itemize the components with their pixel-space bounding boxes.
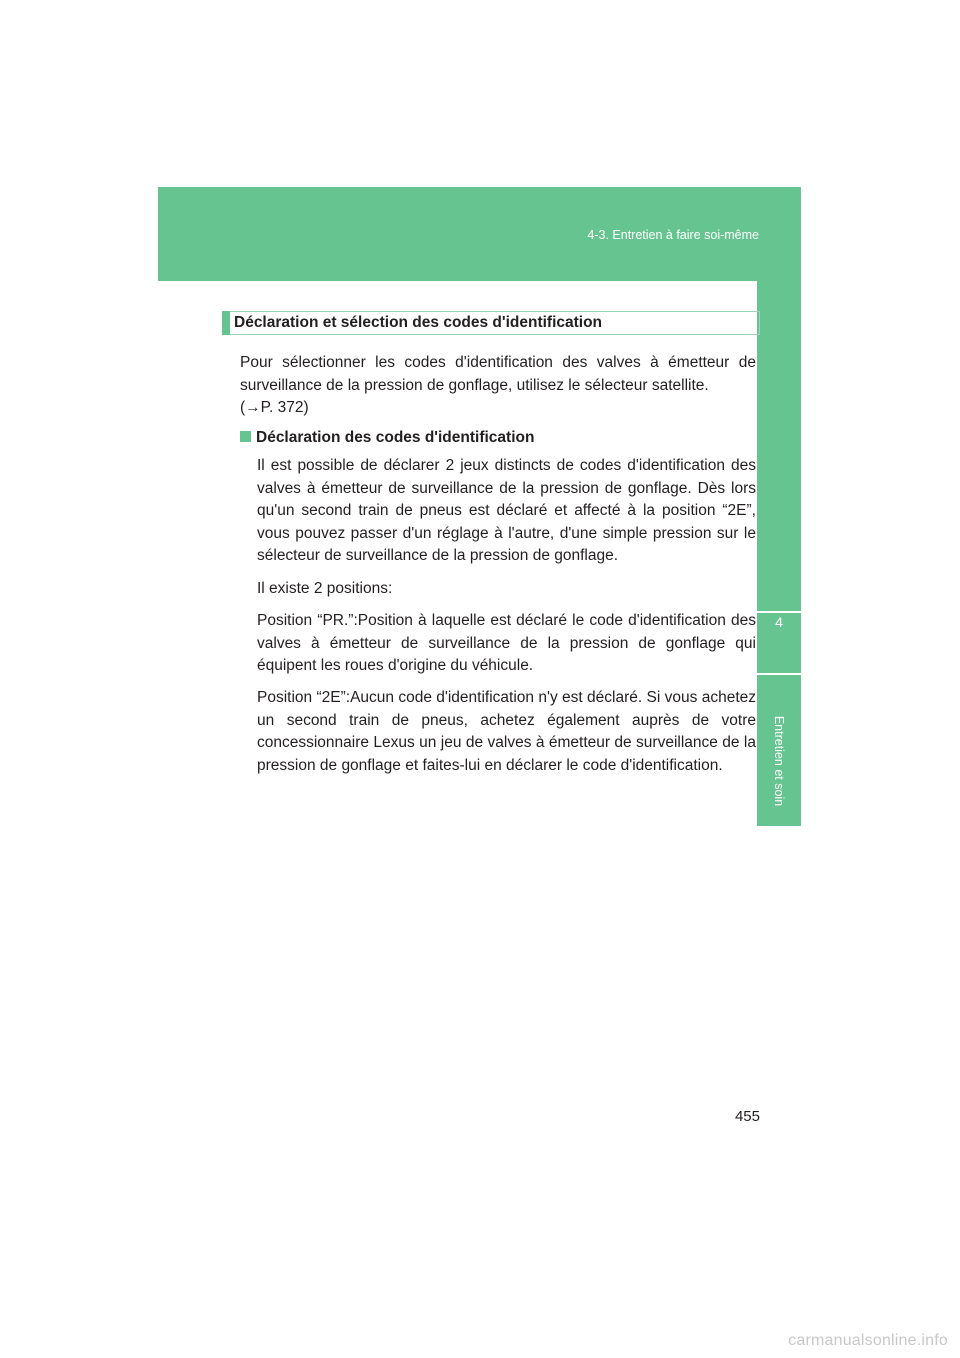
- section-title: Déclaration et sélection des codes d'identification: [234, 314, 603, 331]
- section-intro-paragraph: Pour sélectionner les codes d'identification des valves à émetteur de surveillance de la pression de gonflage, utilisez le sélecteur satellite.: [240, 354, 756, 394]
- body-paragraph: Position “PR.”:Position à laquelle est déclaré le code d'identification des valves à émetteur de surveillance de la pression de gonflage qui équipent les roues d'origine du véhicule.: [257, 612, 756, 674]
- chapter-title: 4-3. Entretien à faire soi-même: [587, 228, 759, 242]
- body-paragraph: Il existe 2 positions:: [257, 580, 393, 597]
- chapter-side-label: Entretien et soin: [772, 715, 786, 807]
- page-reference-link[interactable]: (→P. 372): [240, 399, 309, 416]
- chapter-side-tab: [757, 281, 801, 826]
- section-heading: [222, 311, 760, 335]
- section-heading-bar: [222, 311, 230, 335]
- subsection-title: Déclaration des codes d'identification: [256, 429, 535, 446]
- chapter-number: 4: [775, 614, 783, 630]
- page-number: 455: [734, 1108, 760, 1125]
- square-bullet-icon: [240, 431, 251, 442]
- chapter-header-band: [158, 187, 801, 281]
- watermark: carmanualsonline.info: [788, 1332, 948, 1349]
- body-paragraph: Il est possible de déclarer 2 jeux distincts de codes d'identification des valves à émetteur de surveillance de la pression de gonflage. Dès lors qu'un second train de pneus est déclaré et affecté à la position “2E”, vous pouvez passer d'un réglage à l'autre, d'une simple pression sur le sélecteur de surveillance de la pression de gonflage.: [257, 457, 756, 564]
- subsection-heading: [240, 429, 534, 447]
- body-paragraph: Position “2E”:Aucun code d'identification n'y est déclaré. Si vous achetez un second train de pneus, achetez également auprès de votre concessionnaire Lexus un jeu de valves à émetteur de surveillance de la pression de gonflage et faites-lui en déclarer le code d'identification.: [257, 689, 756, 774]
